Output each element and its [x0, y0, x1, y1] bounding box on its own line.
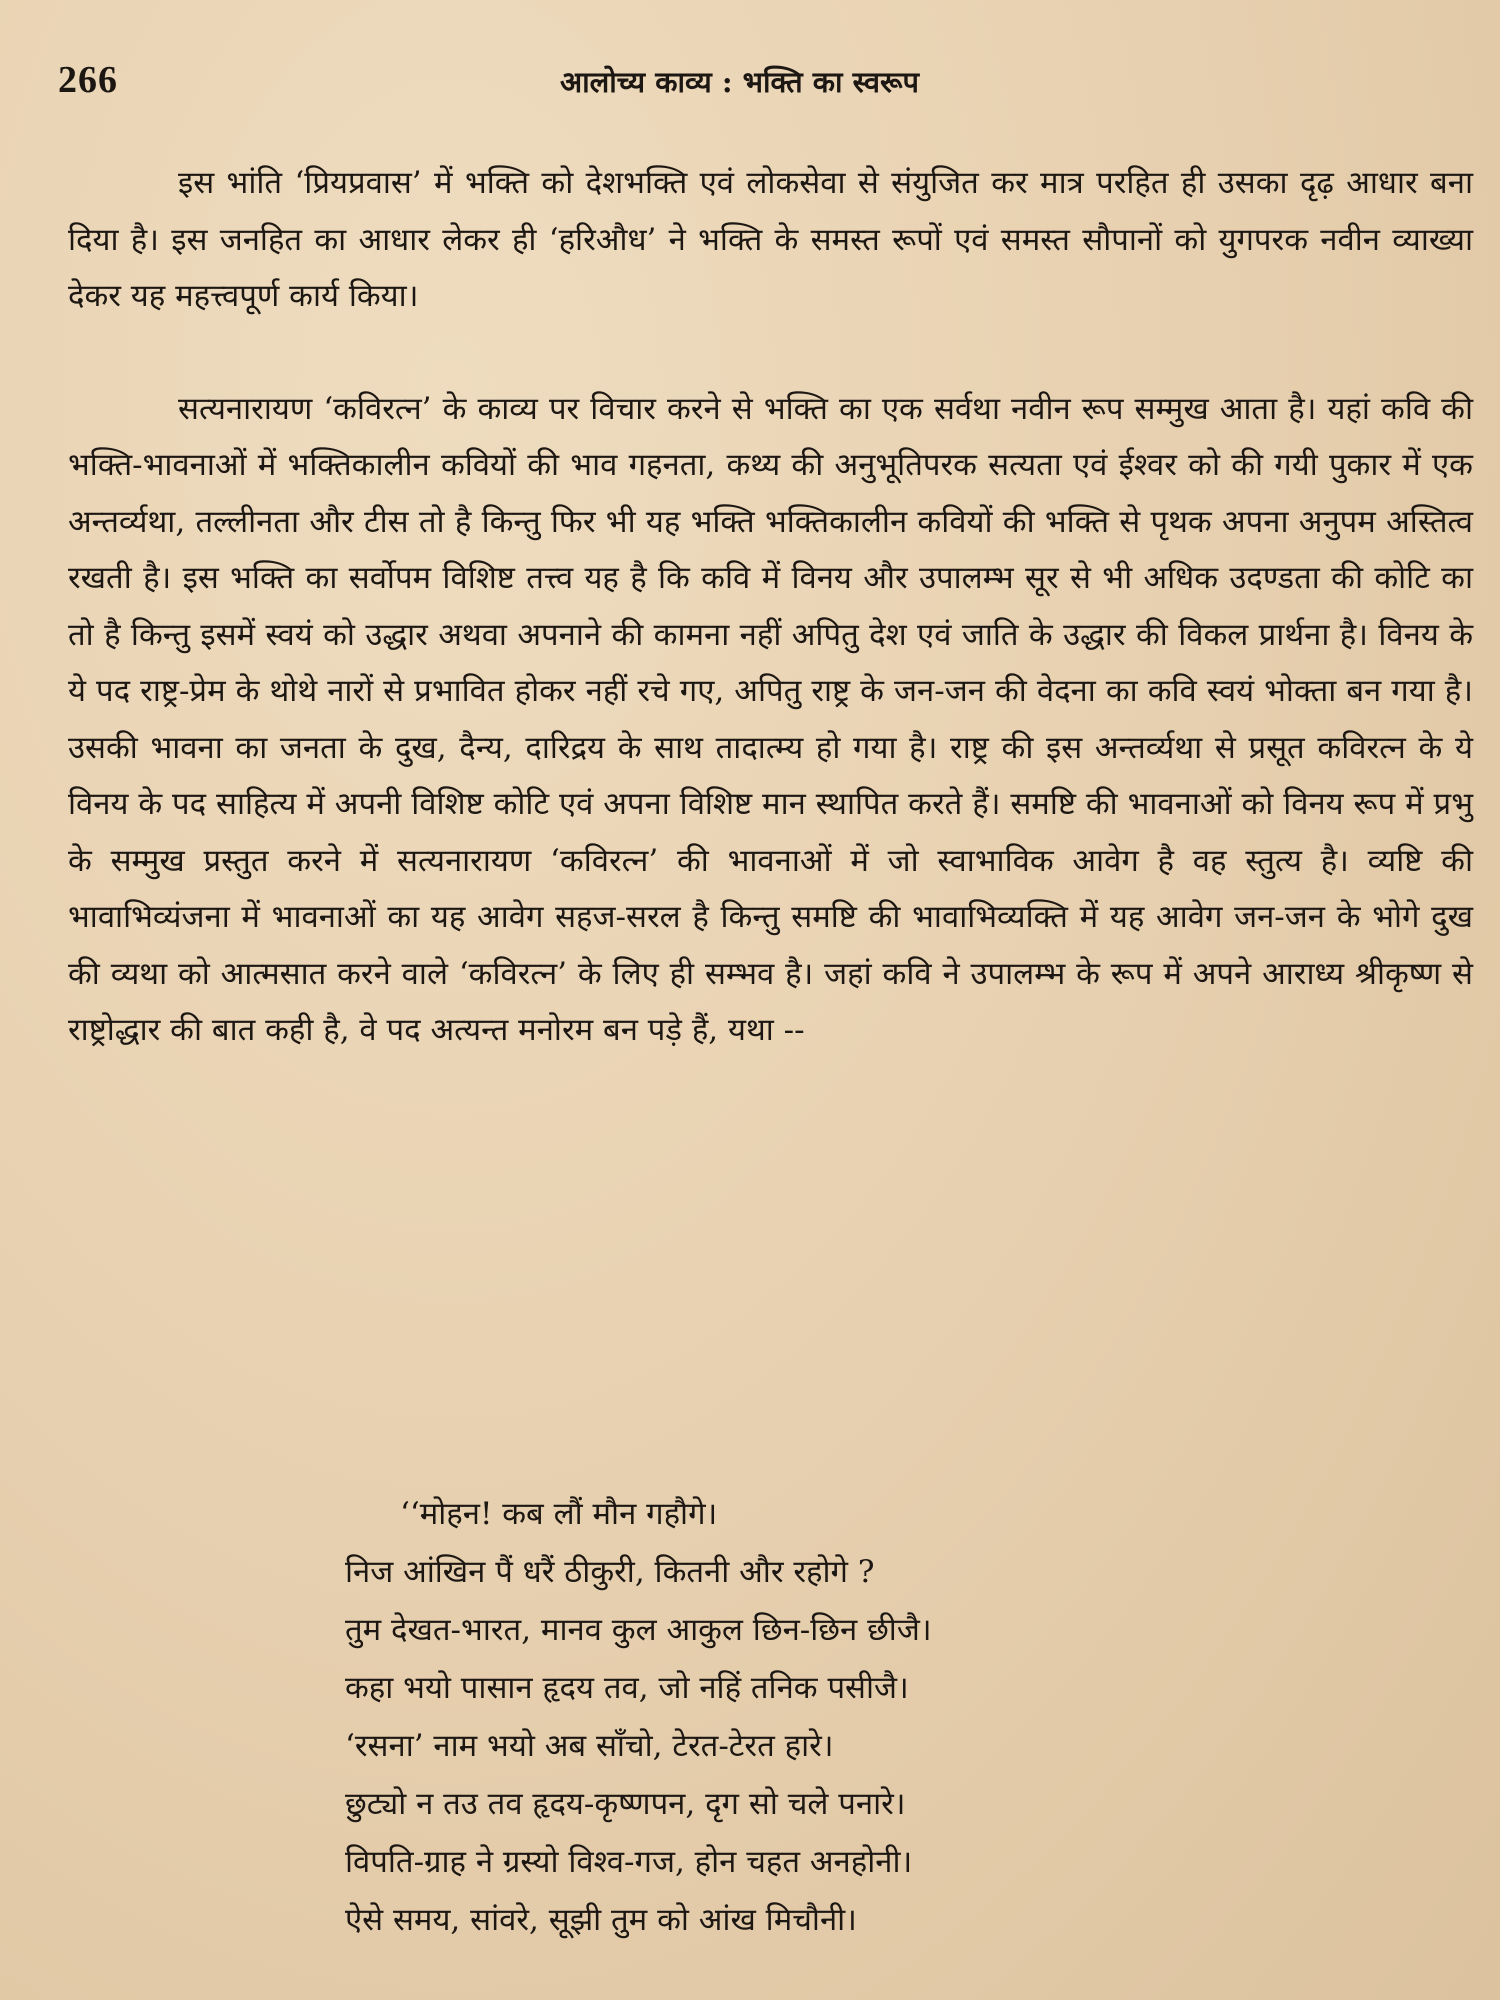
body-text: [68, 155, 1473, 1059]
running-header: आलोच्य काव्य : भक्ति का स्वरूप: [560, 65, 919, 99]
verse-line: ऐसे समय, सांवरे, सूझी तुम को आंख मिचौनी।: [345, 1902, 857, 1938]
verse-line: ‘‘मोहन! कब लौं मौन गहौगे।: [400, 1496, 718, 1532]
verse-line: कहा भयो पासान हृदय तव, जो नहिं तनिक पसीजै।: [345, 1670, 909, 1706]
verse-line: तुम देखत-भारत, मानव कुल आकुल छिन-छिन छीजै।: [345, 1612, 932, 1648]
paragraph: सत्यनारायण ‘कविरत्न’ के काव्य पर विचार करने से भक्ति का एक सर्वथा नवीन रूप सम्मुख आता है। यहां कवि की भक्ति-भावनाओं में भक्तिकालीन कवियों की भाव गहनता, कथ्य की अनुभूतिपरक सत्यता एवं ईश्वर को की गयी पुकार में एक अन्तर्व्यथा, तल्लीनता और टीस तो है किन्तु फिर भी यह भक्ति भक्तिकालीन कवियों की भक्ति से पृथक अपना अनुपम अस्तित्व रखती है। इस भक्ति का सर्वोपम विशिष्ट तत्त्व यह है कि कवि में विनय और उपालम्भ सूर से भी अधिक उदण्डता की कोटि का तो है किन्तु इसमें स्वयं को उद्धार अथवा अपनाने की कामना नहीं अपितु देश एवं जाति के उद्धार की विकल प्रार्थना है। विनय के ये पद राष्ट्र-प्रेम के थोथे नारों से प्रभावित होकर नहीं रचे गए, अपितु राष्ट्र के जन-जन की वेदना का कवि स्वयं भोक्ता बन गया है। उसकी भावना का जनता के दुख, दैन्य, दारिद्रय के साथ तादात्म्य हो गया है। राष्ट्र की इस अन्तर्व्यथा से प्रसूत कविरत्न के ये विनय के पद साहित्य में अपनी विशिष्ट कोटि एवं अपना विशिष्ट मान स्थापित करते हैं। समष्टि की भावनाओं को विनय रूप में प्रभु के सम्मुख प्रस्तुत करने में सत्यनारायण ‘कविरत्न’ की भावनाओं में जो स्वाभाविक आवेग है वह स्तुत्य है। व्यष्टि की भावाभिव्यंजना में भावनाओं का यह आवेग सहज-सरल है किन्तु समष्टि की भावाभिव्यक्ति में यह आवेग जन-जन के भोगे दुख की व्यथा को आत्मसात करने वाले ‘कविरत्न’ के लिए ही सम्भव है। जहां कवि ने उपालम्भ के रूप में अपने आराध्य श्रीकृष्ण से राष्ट्रोद्धार की बात कही है, वे पद अत्यन्त मनोरम बन पड़े हैं, यथा --: [68, 390, 1473, 1048]
verse-line: छुट्यो न तउ तव हृदय-कृष्णपन, दृग सो चले पनारे।: [345, 1786, 906, 1822]
verse-line: विपति-ग्राह ने ग्रस्यो विश्व-गज, होन चहत अनहोनी।: [345, 1844, 913, 1880]
verse-quotation: [345, 1485, 1445, 1949]
page-number: 266: [58, 59, 118, 101]
paragraph: इस भांति ‘प्रियप्रवास’ में भक्ति को देशभक्ति एवं लोकसेवा से संयुजित कर मात्र परहित ही उसका दृढ़ आधार बना दिया है। इस जनहित का आधार लेकर ही ‘हरिऔध’ ने भक्ति के समस्त रूपों एवं समस्त सौपानों को युगपरक नवीन व्याख्या देकर यह महत्त्वपूर्ण कार्य किया।: [68, 165, 1473, 314]
verse-line: ‘रसना’ नाम भयो अब साँचो, टेरत-टेरत हारे।: [345, 1728, 834, 1764]
verse-line: निज आंखिन पैं धरैं ठीकुरी, कितनी और रहोगे ?: [345, 1554, 875, 1590]
